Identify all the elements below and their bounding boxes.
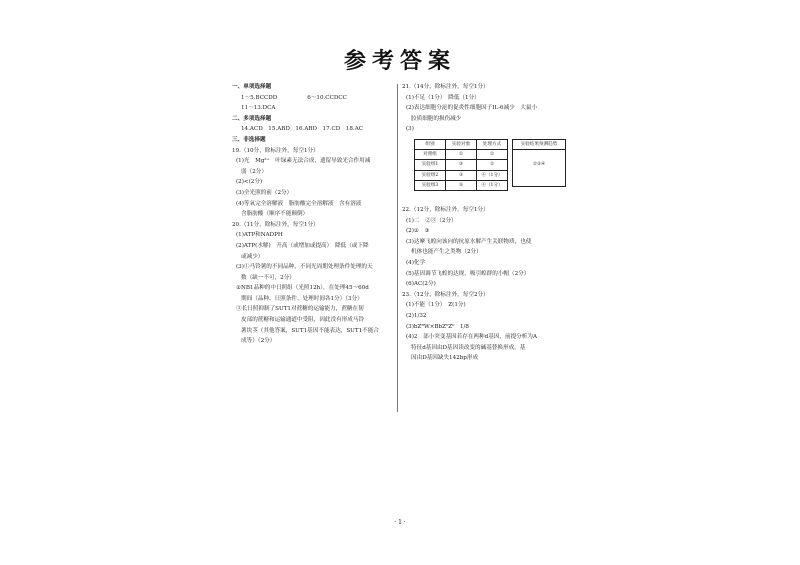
table-row [415, 160, 508, 170]
answer-text: (1)光 Mg²⁺ 叶绿素无法合成，遗留导致光合作用减 [236, 158, 371, 165]
table-cell: 对照组 [415, 150, 446, 160]
answer-text: (2)<(2分) [236, 179, 263, 186]
page-title: 参考答案 [343, 49, 456, 74]
answer-line [232, 146, 394, 157]
answer-line [402, 332, 572, 343]
answer-line [232, 93, 394, 104]
answer-line [232, 294, 394, 305]
answer-text: 20.（11分，除标注外，每空1分） [232, 221, 319, 228]
answer-text: 特征d基因由D基因读改变的碱基替换形成，基 [411, 344, 526, 351]
answer-line [232, 315, 394, 326]
table-cell: 实验组2 [415, 170, 446, 180]
answer-text: (3) [406, 126, 414, 133]
answer-line [402, 290, 572, 301]
answer-text: 胶质细胞的损伤减少 [411, 115, 462, 122]
answer-text: (4)等氧完全溶解液 脂肪酸完全溶解液 含有溶液 [236, 200, 362, 207]
answer-line [232, 283, 394, 294]
answer-line [232, 103, 394, 114]
answer-line [232, 252, 394, 263]
answer-line [402, 124, 572, 135]
answer-text: (4)化学 [406, 259, 426, 266]
answer-line [402, 114, 572, 125]
table-header-cell: 处理方式 [477, 139, 508, 149]
answer-21-block [402, 82, 572, 135]
answer-line [402, 93, 572, 104]
answer-line [402, 205, 572, 216]
answer-text: (1)二 ②③（2分） [406, 217, 457, 224]
answer-text: 因由D基因缺失142bp形成 [411, 355, 479, 362]
table-cell: 实验组1 [415, 160, 446, 170]
answer-text: (2)② ③ [406, 228, 430, 235]
table-header-cell: 组别 [415, 139, 446, 149]
section-heading [232, 82, 394, 93]
answer-text: (3)全光照的前（2分） [236, 189, 293, 196]
answer-text: 弱（2分） [241, 168, 267, 175]
answer-text: 含脂肪酸（顺序不能颠倒） [241, 211, 309, 218]
answer-text: ③长日照抑制了SUT1对蔗糖的运输能力，蔗糖在韧 [236, 306, 364, 313]
answers-22-23-block [402, 205, 572, 364]
table-row [415, 150, 508, 160]
answer-text: 二、多项选择题 [232, 115, 272, 122]
table-row [415, 170, 508, 180]
answer-line [402, 311, 572, 322]
section-heading [232, 114, 394, 125]
answer-line [232, 241, 394, 252]
answer-line [402, 237, 572, 248]
page-number: · 1 · [394, 519, 406, 526]
answer-text: 1～5.BCCDD [241, 94, 278, 101]
answer-line [232, 177, 394, 188]
answer-text: 23.（12分，除标注外，每空2分） [402, 291, 489, 298]
table-cell: ③ [446, 170, 477, 180]
answer-line [232, 199, 394, 210]
answer-text: 6～10.CCDCC [307, 94, 347, 101]
answer-line [402, 300, 572, 311]
answer-text: (1)不能（1分） Z(1分) [406, 302, 466, 309]
answer-line [402, 82, 572, 93]
answer-line [232, 262, 394, 273]
experiment-table-block [402, 137, 572, 203]
answer-line [402, 103, 572, 114]
answer-text: 皮部的蔗糖和运输通道中受阻，因此没有形成马铃 [241, 317, 365, 324]
answer-line [232, 220, 394, 231]
table-cell: ① [446, 150, 477, 160]
answer-line [232, 156, 394, 167]
answer-line [232, 336, 394, 347]
table-cell: ④（1分） [477, 180, 508, 190]
answer-line [232, 124, 394, 135]
result-box [512, 139, 566, 187]
answer-text: 期间（品种、日照条件、处理时间各1分）（3分） [241, 295, 363, 302]
answer-line [232, 304, 394, 315]
answer-line [232, 167, 394, 178]
answer-line [402, 216, 572, 227]
right-column [402, 82, 572, 364]
answer-text: (5)基因调节飞蝗的达规，吸引蝗群的小帽（2分） [406, 270, 530, 277]
answer-line [402, 258, 572, 269]
answer-text: (2)表达细胞分泌的促炎性细胞因子IL-6减少 大鼠小 [406, 105, 538, 112]
answer-line [402, 343, 572, 354]
answer-text: 21.（14分，除标注外，每空1分） [402, 84, 489, 90]
answer-line [402, 353, 572, 364]
answer-text: 机体也能产生之类物（2分） [411, 249, 482, 256]
answer-text: 或减少） [241, 253, 264, 260]
answer-text: 薯块茎（其他答案，SUT1基因不能表达，SUT1不能合 [241, 327, 379, 334]
table-cell: ② [477, 160, 508, 170]
answer-line [402, 269, 572, 280]
answer-line [232, 209, 394, 220]
left-column [232, 82, 394, 347]
column-divider [397, 84, 398, 412]
result-header: 实验结果预测趋势 [513, 140, 565, 150]
table-cell: ④（1分） [477, 170, 508, 180]
answer-text: 14.ACD 15.ABD 16.ABD 17.CD 18.AC [241, 126, 364, 133]
answer-text: 11～13.DCA [241, 105, 276, 112]
answer-line [232, 188, 394, 199]
answer-text: 三、非选择题 [232, 136, 266, 143]
answer-text: 数（缺一不可，2分） [241, 274, 295, 281]
answer-line [232, 273, 394, 284]
result-value: ②③④ [532, 161, 546, 167]
table-header-cell: 实验对象 [446, 139, 477, 149]
table-cell: 实验组3 [415, 180, 446, 190]
answer-text: 成等）（2分） [241, 338, 276, 345]
table-cell: ⑤ [446, 180, 477, 190]
table-cell: ③ [446, 160, 477, 170]
answer-line [402, 279, 572, 290]
answer-text: 22.（12分，除标注外，每空1分） [402, 206, 489, 213]
section-heading [232, 135, 394, 146]
answer-text: (3)①马铃薯的不同品种，不同光周期处理条件处理的天 [236, 264, 373, 271]
answer-line [232, 230, 394, 241]
answer-text: ②NB1品种的中日照组（光照12h），在处理45～60d [236, 285, 369, 292]
answer-text: (2)1/32 [406, 312, 427, 319]
answer-line [402, 226, 572, 237]
answer-text: 一、单项选择题 [232, 84, 272, 90]
answer-text: (6)AC(2分) [406, 281, 436, 288]
answer-line [232, 326, 394, 337]
answer-text: (2)ATP(水解) 升高（或增加或提高） 降低（或下降 [236, 242, 369, 249]
answer-line [402, 322, 572, 333]
table-cell: ② [477, 150, 508, 160]
answer-text: 19.（10分，除标注外，每空1分） [232, 147, 319, 154]
table-header-row [415, 139, 508, 149]
answer-text: (1)不足（1分） 降低（1分） [406, 94, 480, 101]
answer-text: (1)ATP和NADPH [236, 232, 283, 239]
answer-line [402, 247, 572, 258]
answer-text: (3)达摩飞蝗向该向的抗原水解产生关联物质，也使 [406, 238, 532, 245]
experiment-table [414, 139, 508, 191]
answer-text: (4)2 部小突变基因若存在两种d基因，前提分析为A [406, 334, 537, 341]
table-row [415, 180, 508, 190]
answer-text: (3)bZᴮW×BbZᵇZᵇ 1/8 [406, 323, 469, 330]
